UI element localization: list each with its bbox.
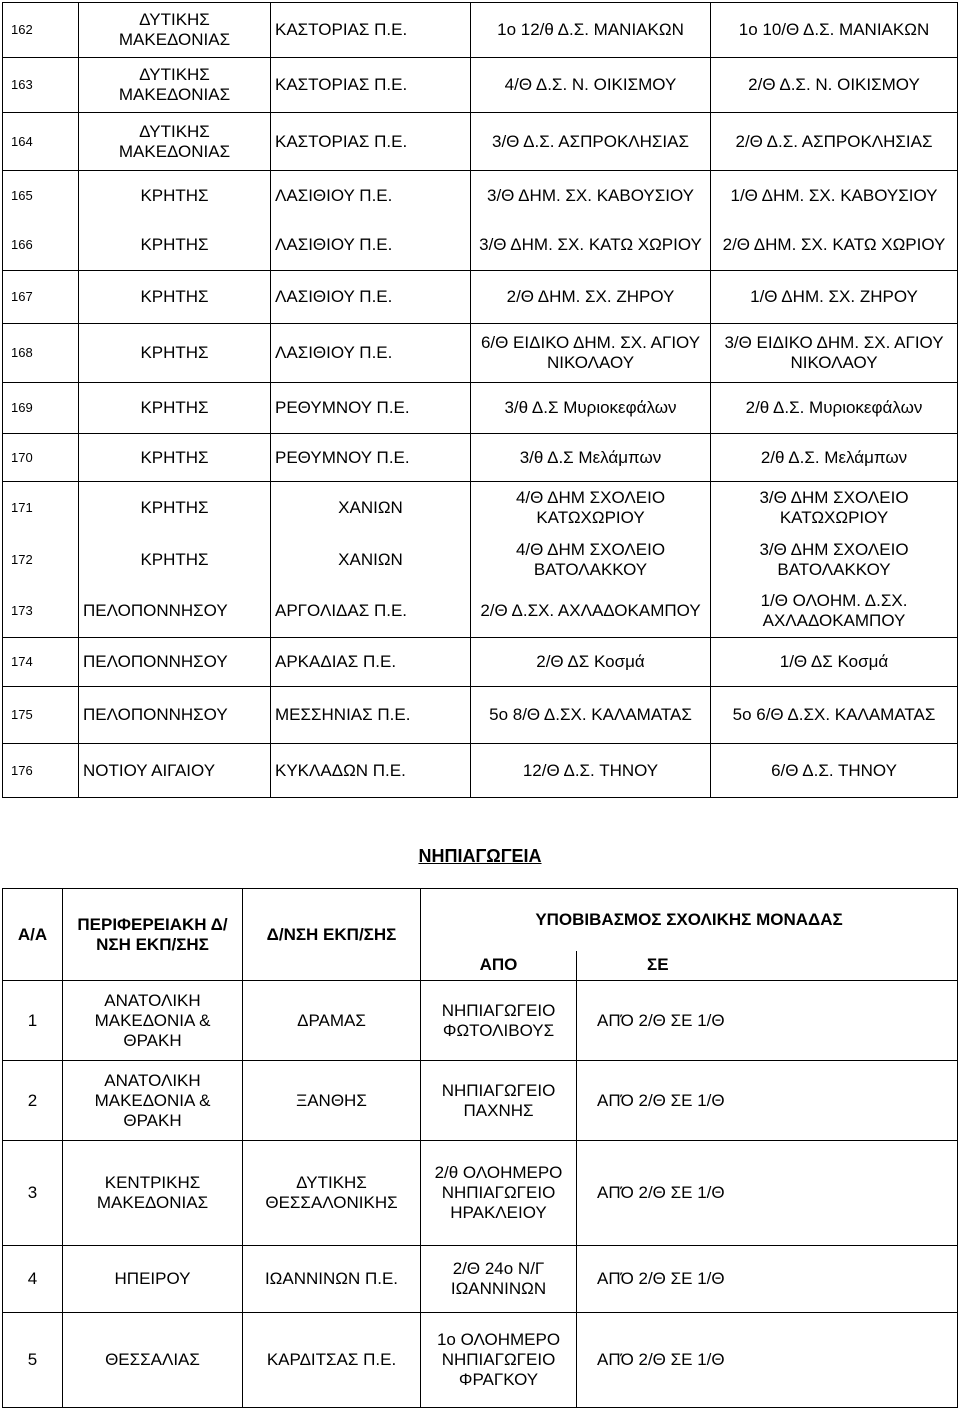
region-cell: ΠΕΛΟΠΟΝΝΗΣΟΥ (79, 638, 271, 687)
from-cell: 3/θ Δ.Σ Μελάμπων (471, 434, 711, 482)
region-cell: ΝΟΤΙΟΥ ΑΙΓΑΙΟΥ (79, 744, 271, 798)
from-cell: 3/Θ Δ.Σ. ΑΣΠΡΟΚΛΗΣΙΑΣ (471, 113, 711, 171)
from-cell: 6/Θ ΕΙΔΙΚΟ ΔΗΜ. ΣΧ. ΑΓΙΟΥ ΝΙΚΟΛΑΟΥ (471, 324, 711, 383)
table-row (3, 482, 958, 534)
from-cell: 4/Θ Δ.Σ. Ν. ΟΙΚΙΣΜΟΥ (471, 58, 711, 113)
from-cell: 3/θ Δ.Σ Μυριοκεφάλων (471, 383, 711, 434)
directorate-cell: ΙΩΑΝΝΙΝΩΝ Π.Ε. (243, 1246, 421, 1313)
region-cell: ΔΥΤΙΚΗΣ ΜΑΚΕΔΟΝΙΑΣ (79, 3, 271, 58)
row-number: 165 (3, 171, 79, 221)
directorate-cell: ΚΥΚΛΑΔΩΝ Π.Ε. (271, 744, 471, 798)
to-cell: 6/Θ Δ.Σ. ΤΗΝΟΥ (711, 744, 958, 798)
directorate-cell: ΑΡΚΑΔΙΑΣ Π.Ε. (271, 638, 471, 687)
header-from: ΑΠΟ (421, 951, 577, 981)
table-row (3, 271, 958, 324)
directorate-cell: ΚΑΣΤΟΡΙΑΣ Π.Ε. (271, 113, 471, 171)
directorate-cell: ΚΑΣΤΟΡΙΑΣ Π.Ε. (271, 3, 471, 58)
region-cell: ΠΕΛΟΠΟΝΝΗΣΟΥ (79, 586, 271, 638)
from-cell: 2/Θ ΔΗΜ. ΣΧ. ΖΗΡΟΥ (471, 271, 711, 324)
region-cell: ΚΡΗΤΗΣ (79, 271, 271, 324)
row-number: 170 (3, 434, 79, 482)
row-number: 162 (3, 3, 79, 58)
kindergarten-table (2, 888, 958, 1408)
from-cell: 12/Θ Δ.Σ. ΤΗΝΟΥ (471, 744, 711, 798)
directorate-cell: ΡΕΘΥΜΝΟΥ Π.Ε. (271, 434, 471, 482)
region-cell: ΚΡΗΤΗΣ (79, 324, 271, 383)
from-cell: 3/Θ ΔΗΜ. ΣΧ. ΚΑΒΟΥΣΙΟΥ (471, 171, 711, 221)
row-number: 5 (3, 1313, 63, 1408)
directorate-cell: ΔΡΑΜΑΣ (243, 981, 421, 1061)
row-number: 164 (3, 113, 79, 171)
to-cell: 1ο 10/Θ Δ.Σ. ΜΑΝΙΑΚΩΝ (711, 3, 958, 58)
header-region: ΠΕΡΙΦΕΡΕΙΑΚΗ Δ/ ΝΣΗ ΕΚΠ/ΣΗΣ (63, 889, 243, 981)
from-cell: ΝΗΠΙΑΓΩΓΕΙΟ ΦΩΤΟΛΙΒΟΥΣ (421, 981, 577, 1061)
table-row (3, 1141, 958, 1246)
table-row (3, 981, 958, 1061)
table-row (3, 434, 958, 482)
directorate-cell: ΧΑΝΙΩΝ (271, 482, 471, 534)
to-cell: 3/Θ ΕΙΔΙΚΟ ΔΗΜ. ΣΧ. ΑΓΙΟΥ ΝΙΚΟΛΑΟΥ (711, 324, 958, 383)
table-row (3, 58, 958, 113)
to-cell: 2/Θ Δ.Σ. Ν. ΟΙΚΙΣΜΟΥ (711, 58, 958, 113)
from-cell: 1ο 12/θ Δ.Σ. ΜΑΝΙΑΚΩΝ (471, 3, 711, 58)
table-row (3, 1061, 958, 1141)
header-row (3, 889, 958, 951)
to-cell: 2/θ Δ.Σ. Μελάμπων (711, 434, 958, 482)
table-row (3, 638, 958, 687)
row-number: 175 (3, 687, 79, 744)
from-cell: 2/Θ Δ.ΣΧ. ΑΧΛΑΔΟΚΑΜΠΟΥ (471, 586, 711, 638)
table-row (3, 534, 958, 586)
to-cell: ΑΠΌ 2/Θ ΣΕ 1/Θ (577, 1141, 958, 1246)
row-number: 171 (3, 482, 79, 534)
row-number: 166 (3, 221, 79, 271)
row-number: 168 (3, 324, 79, 383)
region-cell: ΠΕΛΟΠΟΝΝΗΣΟΥ (79, 687, 271, 744)
row-number: 2 (3, 1061, 63, 1141)
from-cell: 4/Θ ΔΗΜ ΣΧΟΛΕΙΟ ΒΑΤΟΛΑΚΚΟΥ (471, 534, 711, 586)
to-cell: ΑΠΌ 2/Θ ΣΕ 1/Θ (577, 1061, 958, 1141)
directorate-cell: ΜΕΣΣΗΝΙΑΣ Π.Ε. (271, 687, 471, 744)
upper-table (2, 2, 958, 798)
region-cell: ΚΡΗΤΗΣ (79, 534, 271, 586)
directorate-cell: ΚΑΡΔΙΤΣΑΣ Π.Ε. (243, 1313, 421, 1408)
table-row (3, 324, 958, 383)
header-to: ΣΕ (577, 951, 958, 981)
from-cell: 5ο 8/Θ Δ.ΣΧ. ΚΑΛΑΜΑΤΑΣ (471, 687, 711, 744)
row-number: 176 (3, 744, 79, 798)
directorate-cell: ΛΑΣΙΘΙΟΥ Π.Ε. (271, 221, 471, 271)
table-row (3, 1313, 958, 1408)
directorate-cell: ΛΑΣΙΘΙΟΥ Π.Ε. (271, 171, 471, 221)
directorate-cell: ΚΑΣΤΟΡΙΑΣ Π.Ε. (271, 58, 471, 113)
header-num: Α/Α (3, 889, 63, 981)
region-cell: ΚΡΗΤΗΣ (79, 434, 271, 482)
directorate-cell: ΞΑΝΘΗΣ (243, 1061, 421, 1141)
from-cell: 4/Θ ΔΗΜ ΣΧΟΛΕΙΟ ΚΑΤΩΧΩΡΙΟΥ (471, 482, 711, 534)
row-number: 174 (3, 638, 79, 687)
directorate-cell: ΛΑΣΙΘΙΟΥ Π.Ε. (271, 271, 471, 324)
region-cell: ΚΡΗΤΗΣ (79, 171, 271, 221)
to-cell: 1/Θ ΟΛΟΗΜ. Δ.ΣΧ. ΑΧΛΑΔΟΚΑΜΠΟΥ (711, 586, 958, 638)
region-cell: ΚΡΗΤΗΣ (79, 221, 271, 271)
from-cell: 2/Θ ΔΣ Κοσμά (471, 638, 711, 687)
to-cell: 2/θ Δ.Σ. Μυριοκεφάλων (711, 383, 958, 434)
row-number: 172 (3, 534, 79, 586)
table-row (3, 383, 958, 434)
row-number: 3 (3, 1141, 63, 1246)
to-cell: 1/Θ ΔΣ Κοσμά (711, 638, 958, 687)
directorate-cell: ΛΑΣΙΘΙΟΥ Π.Ε. (271, 324, 471, 383)
from-cell: 2/Θ 24ο Ν/Γ ΙΩΑΝΝΙΝΩΝ (421, 1246, 577, 1313)
to-cell: 3/Θ ΔΗΜ ΣΧΟΛΕΙΟ ΚΑΤΩΧΩΡΙΟΥ (711, 482, 958, 534)
region-cell: ΘΕΣΣΑΛΙΑΣ (63, 1313, 243, 1408)
directorate-cell: ΡΕΘΥΜΝΟΥ Π.Ε. (271, 383, 471, 434)
region-cell: ΚΡΗΤΗΣ (79, 383, 271, 434)
to-cell: 1/Θ ΔΗΜ. ΣΧ. ΖΗΡΟΥ (711, 271, 958, 324)
table-row (3, 3, 958, 58)
from-cell: 1ο ΟΛΟΗΜΕΡΟ ΝΗΠΙΑΓΩΓΕΙΟ ΦΡΑΓΚΟΥ (421, 1313, 577, 1408)
table-row (3, 171, 958, 221)
region-cell: ΚΡΗΤΗΣ (79, 482, 271, 534)
table-row (3, 113, 958, 171)
region-cell: ΔΥΤΙΚΗΣ ΜΑΚΕΔΟΝΙΑΣ (79, 113, 271, 171)
row-number: 167 (3, 271, 79, 324)
to-cell: 2/Θ ΔΗΜ. ΣΧ. ΚΑΤΩ ΧΩΡΙΟΥ (711, 221, 958, 271)
table-row (3, 586, 958, 638)
to-cell: 2/Θ Δ.Σ. ΑΣΠΡΟΚΛΗΣΙΑΣ (711, 113, 958, 171)
header-directorate: Δ/ΝΣΗ ΕΚΠ/ΣΗΣ (243, 889, 421, 981)
table-row (3, 221, 958, 271)
table-row (3, 1246, 958, 1313)
from-cell: 3/Θ ΔΗΜ. ΣΧ. ΚΑΤΩ ΧΩΡΙΟΥ (471, 221, 711, 271)
from-cell: 2/θ ΟΛΟΗΜΕΡΟ ΝΗΠΙΑΓΩΓΕΙΟ ΗΡΑΚΛΕΙΟΥ (421, 1141, 577, 1246)
region-cell: ΚΕΝΤΡΙΚΗΣ ΜΑΚΕΔΟΝΙΑΣ (63, 1141, 243, 1246)
region-cell: ΗΠΕΙΡΟΥ (63, 1246, 243, 1313)
region-cell: ΑΝΑΤΟΛΙΚΗ ΜΑΚΕΔΟΝΙΑ & ΘΡΑΚΗ (63, 1061, 243, 1141)
region-cell: ΑΝΑΤΟΛΙΚΗ ΜΑΚΕΔΟΝΙΑ & ΘΡΑΚΗ (63, 981, 243, 1061)
row-number: 1 (3, 981, 63, 1061)
from-cell: ΝΗΠΙΑΓΩΓΕΙΟ ΠΑΧΝΗΣ (421, 1061, 577, 1141)
table-row (3, 744, 958, 798)
row-number: 169 (3, 383, 79, 434)
to-cell: 3/Θ ΔΗΜ ΣΧΟΛΕΙΟ ΒΑΤΟΛΑΚΚΟΥ (711, 534, 958, 586)
row-number: 163 (3, 58, 79, 113)
to-cell: 5ο 6/Θ Δ.ΣΧ. ΚΑΛΑΜΑΤΑΣ (711, 687, 958, 744)
directorate-cell: ΧΑΝΙΩΝ (271, 534, 471, 586)
to-cell: ΑΠΌ 2/Θ ΣΕ 1/Θ (577, 981, 958, 1061)
row-number: 173 (3, 586, 79, 638)
directorate-cell: ΑΡΓΟΛΙΔΑΣ Π.Ε. (271, 586, 471, 638)
table-row (3, 687, 958, 744)
region-cell: ΔΥΤΙΚΗΣ ΜΑΚΕΔΟΝΙΑΣ (79, 58, 271, 113)
row-number: 4 (3, 1246, 63, 1313)
section-title: ΝΗΠΙΑΓΩΓΕΙΑ (418, 846, 542, 866)
to-cell: ΑΠΌ 2/Θ ΣΕ 1/Θ (577, 1313, 958, 1408)
header-group: ΥΠΟΒΙΒΑΣΜΟΣ ΣΧΟΛΙΚΗΣ ΜΟΝΑΔΑΣ (421, 889, 958, 951)
directorate-cell: ΔΥΤΙΚΗΣ ΘΕΣΣΑΛΟΝΙΚΗΣ (243, 1141, 421, 1246)
to-cell: ΑΠΌ 2/Θ ΣΕ 1/Θ (577, 1246, 958, 1313)
to-cell: 1/Θ ΔΗΜ. ΣΧ. ΚΑΒΟΥΣΙΟΥ (711, 171, 958, 221)
